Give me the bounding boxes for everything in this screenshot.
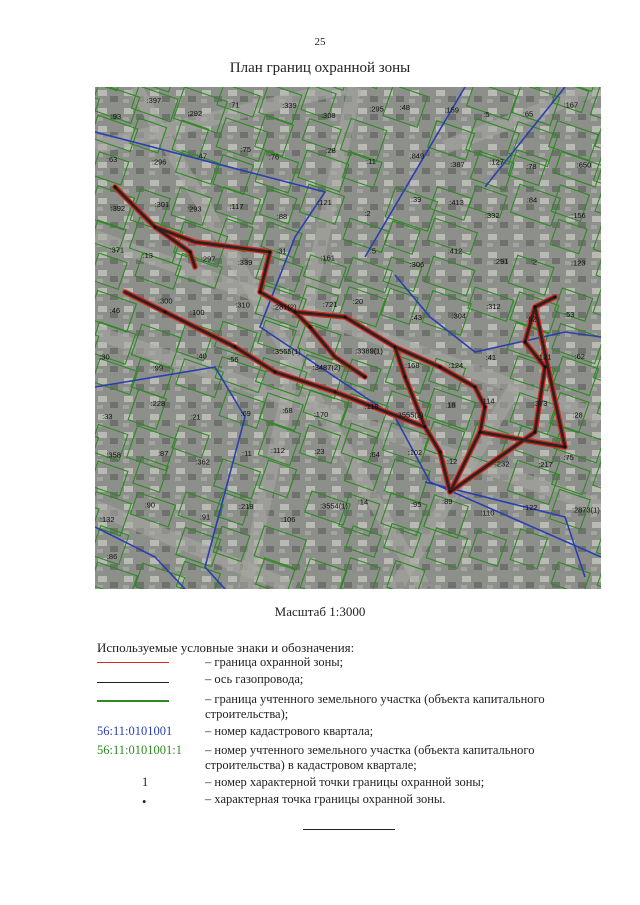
page-number: 25 — [314, 36, 326, 48]
map-canvas — [95, 87, 601, 589]
zone-point — [553, 295, 556, 298]
parcel-label: :13 — [142, 250, 153, 260]
parcel-label: :2 — [364, 208, 371, 218]
parcel-label: :371 — [109, 245, 125, 255]
parcel-label: :2 — [530, 257, 538, 267]
parcel-label: :217 — [538, 460, 553, 470]
parcel-label: :161 — [320, 253, 335, 263]
legend-desc: – номер кадастрового квартала; — [205, 724, 374, 738]
parcel-label: :3555(2) — [395, 410, 424, 420]
zone-point — [543, 365, 546, 368]
parcel-label: :232 — [494, 459, 510, 469]
parcel-label: :39 — [410, 195, 422, 205]
legend-desc: – ось газопровода; — [205, 672, 304, 686]
signature-line — [303, 829, 395, 830]
parcel-label: :849 — [409, 151, 425, 161]
parcel-label: :12 — [446, 456, 458, 466]
parcel-label: :75 — [563, 452, 574, 462]
parcel-label: :18 — [445, 400, 456, 410]
pipeline-axis-swatch — [97, 682, 169, 683]
zone-point — [308, 325, 311, 328]
parcel-label: :114 — [480, 396, 495, 406]
parcel-label: :71 — [229, 100, 240, 110]
legend-desc: – номер учтенного земельного участка (объекта капитального строительства) в кадастровом квартале; — [205, 743, 535, 772]
zone-point — [403, 375, 406, 378]
parcel-label: :159 — [444, 105, 459, 115]
parcel-label: :75 — [240, 144, 252, 154]
parcel-label: :90 — [144, 500, 156, 510]
parcel-label: :218 — [238, 501, 254, 511]
parcel-label: :127 — [489, 157, 504, 167]
parcel-label: :30 — [99, 352, 110, 362]
zone-point — [233, 345, 236, 348]
point-marker-sample: • — [142, 795, 147, 809]
parcel-label: :88 — [276, 212, 288, 222]
parcel-label: :20 — [352, 296, 364, 306]
parcel-label: :124 — [448, 360, 464, 370]
parcel-label: :310 — [235, 300, 250, 310]
parcel-label: :306 — [409, 260, 425, 270]
parcel-label: :170 — [313, 409, 329, 419]
zone-point — [473, 385, 476, 388]
parcel-label: :78 — [526, 161, 537, 171]
parcel-label: :69 — [240, 409, 251, 419]
parcel-label: :65 — [522, 109, 534, 119]
zone-point — [438, 365, 441, 368]
legend-desc: – номер характерной точки границы охранной зоны; — [205, 775, 485, 789]
parcel-label: :650 — [576, 160, 592, 170]
parcel-label: :293 — [187, 204, 202, 214]
parcel-label: :301 — [154, 199, 170, 209]
zone-point — [333, 390, 336, 393]
parcel-label: :123 — [570, 258, 586, 268]
parcel-label: :117 — [229, 201, 244, 211]
parcel-label: :118 — [364, 401, 379, 411]
zone-point — [483, 405, 486, 408]
parcel-label: :53 — [564, 310, 575, 320]
parcel-label: :62 — [526, 314, 537, 324]
zone-point — [523, 340, 526, 343]
parcel-label: :40 — [196, 351, 207, 361]
parcel-label: :21 — [190, 412, 201, 422]
parcel-label: :167 — [563, 100, 579, 110]
parcel-label: :112 — [270, 446, 285, 456]
parcel-label: :3487(2) — [312, 363, 341, 373]
parcel-label: :362 — [195, 457, 210, 467]
parcel-label: :3554(1) — [319, 501, 348, 511]
page-title: План границ охранной зоны — [229, 60, 411, 76]
parcel-label: :2873(1) — [571, 505, 600, 515]
parcel-label: :121 — [317, 197, 332, 207]
parcel-label: :5 — [369, 246, 377, 256]
parcel-label: :11 — [366, 156, 376, 166]
parcel-label: :5 — [483, 110, 490, 120]
parcel-label: :68 — [282, 405, 293, 415]
parcel-label: :358 — [106, 450, 121, 460]
zone-point — [438, 450, 441, 453]
parcel-label: :48 — [399, 103, 410, 113]
parcel-label: :28 — [572, 410, 583, 420]
zone-point — [113, 185, 116, 188]
parcel-label: :3555(1) — [272, 346, 301, 356]
parcel-label: :292 — [187, 109, 203, 119]
parcel-label: :304 — [451, 311, 467, 321]
parcel-label: :3389(1) — [354, 346, 383, 356]
parcel-label: :168 — [404, 360, 420, 370]
parcel-label: :99 — [152, 363, 164, 373]
parcel-label: :46 — [109, 306, 121, 316]
parcel-label: :47 — [196, 151, 208, 161]
parcel-label: :11 — [241, 449, 252, 459]
parcel-label: :31 — [276, 246, 287, 256]
parcel-label: :89 — [441, 497, 453, 507]
parcel-label: :228 — [150, 398, 166, 408]
parcel-label: :33 — [102, 411, 113, 421]
parcel-label: :63 — [106, 155, 118, 165]
zone-point — [163, 310, 166, 313]
parcel-label: :132 — [99, 514, 115, 524]
parcel-label: :91 — [199, 512, 211, 522]
parcel-label: :41 — [485, 353, 497, 363]
parcel-label: :86 — [106, 551, 118, 561]
legend-desc: – граница учтенного земельного участка (объекта капитального строительства); — [205, 692, 545, 721]
parcel-label: :300 — [157, 296, 173, 306]
parcel-label: :100 — [189, 307, 205, 317]
parcel-label: :392 — [110, 203, 126, 213]
parcel-label: :412 — [447, 246, 463, 256]
parcel-label: :110 — [480, 508, 495, 518]
parcel-label: :373 — [532, 399, 548, 409]
parcel-label: :43 — [411, 313, 423, 323]
zone-point — [563, 445, 566, 448]
zone-point — [188, 250, 191, 253]
parcel-label: :95 — [410, 500, 422, 510]
parcel-label: :413 — [449, 197, 464, 207]
parcel-label: :332 — [484, 210, 500, 220]
zone-point — [363, 375, 366, 378]
parcel-label: :106 — [280, 514, 296, 524]
legend-title: Используемые условные знаки и обозначения: — [97, 640, 355, 655]
parcel-label: :387 — [450, 159, 465, 169]
parcel-label: :397 — [146, 96, 162, 106]
parcel-label: :295 — [369, 104, 384, 114]
parcel-label: :721 — [322, 299, 338, 309]
parcel-label: :64 — [369, 450, 380, 460]
parcel-label: :308 — [320, 110, 336, 120]
legend-desc: – граница охранной зоны; — [205, 655, 344, 669]
zone-point — [533, 430, 536, 433]
parcel-label: :28 — [325, 145, 336, 155]
parcel-boundary-swatch — [97, 700, 169, 702]
parcel-label: :87 — [157, 448, 169, 458]
parcel-label: :121 — [536, 352, 552, 362]
parcel-label: :296 — [151, 157, 167, 167]
zone-point — [343, 315, 346, 318]
parcel-label: :62 — [574, 351, 585, 361]
parcel-label: :297 — [200, 254, 216, 264]
zone-point — [258, 290, 261, 293]
parcel-label: :156 — [571, 211, 586, 221]
zone-point — [423, 425, 426, 428]
parcel-label: :14 — [357, 497, 369, 507]
parcel-label: :84 — [526, 195, 538, 205]
zone-point — [448, 490, 451, 493]
point-number-sample: 1 — [142, 775, 149, 789]
parcel-label: :339 — [282, 100, 297, 110]
parcel-number-sample: 56:11:0101001:1 — [97, 743, 182, 757]
zone-point — [478, 430, 481, 433]
zone-point — [153, 225, 156, 228]
zone-point — [533, 305, 536, 308]
parcel-label: :122 — [522, 502, 538, 512]
map-scale: Масштаб 1:3000 — [274, 604, 366, 619]
zone-point — [273, 370, 276, 373]
parcel-label: :281(2) — [272, 302, 297, 312]
zone-point — [393, 345, 396, 348]
parcel-label: :93 — [110, 112, 122, 122]
legend-desc: – характерная точка границы охранной зоны. — [205, 792, 446, 806]
zone-point — [268, 250, 271, 253]
parcel-label: :339 — [237, 258, 253, 268]
parcel-label: :312 — [486, 301, 501, 311]
parcel-label: :56 — [228, 355, 239, 365]
zone-boundary-swatch — [97, 662, 169, 663]
parcel-label: :23 — [314, 447, 325, 457]
parcel-label: :76 — [268, 152, 280, 162]
parcel-label: :291 — [493, 256, 509, 266]
protection-zone-map[interactable] — [95, 87, 601, 589]
quarter-number-sample: 56:11:0101001 — [97, 724, 173, 738]
parcel-label: :102 — [407, 447, 423, 457]
